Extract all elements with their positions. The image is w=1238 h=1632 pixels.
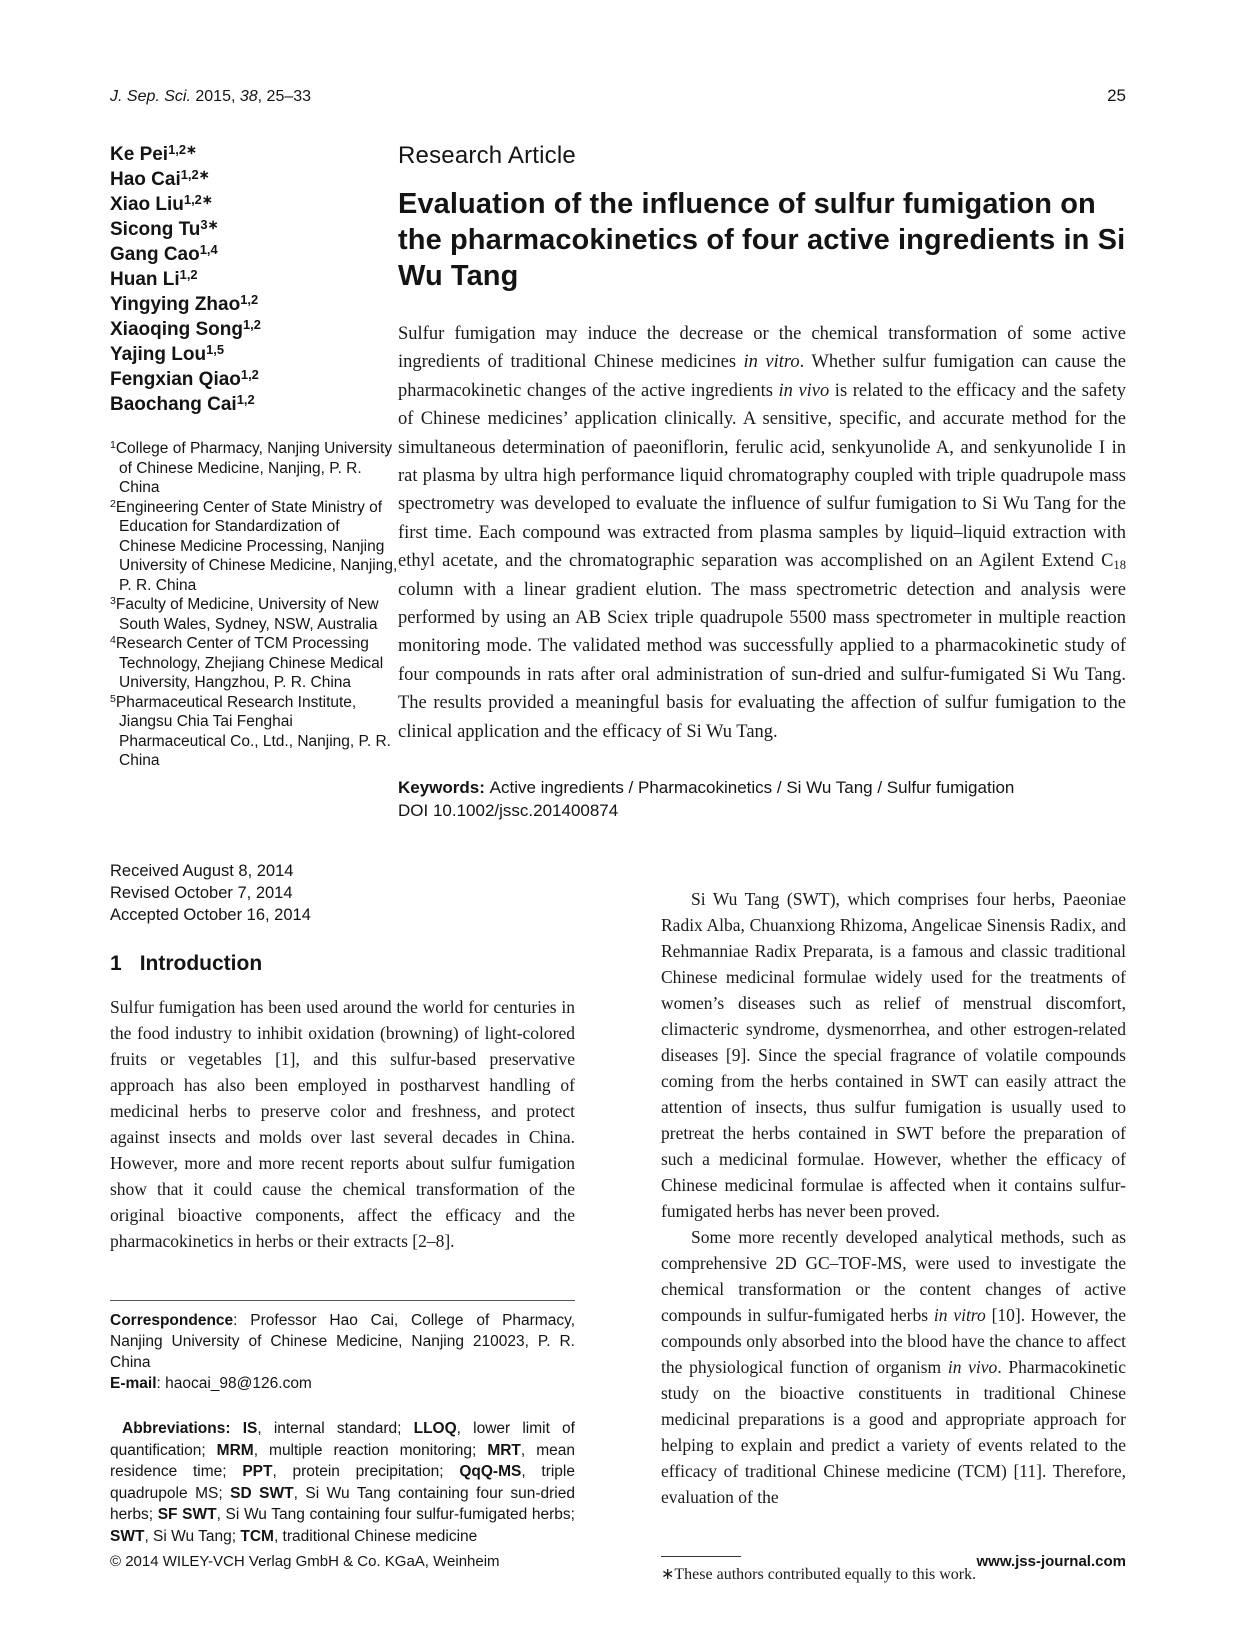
author-marker: 1,2 [240, 292, 259, 308]
correspondence-block [110, 1300, 575, 1394]
author-name: Yingying Zhao [110, 294, 241, 315]
affiliation-text: Faculty of Medicine, University of New South Wales, Sydney, NSW, Australia [115, 596, 379, 633]
journal-citation: J. Sep. Sci. 2015, 38, 25–33 [110, 88, 312, 105]
author [110, 367, 398, 392]
body-paragraph-1: Si Wu Tang (SWT), which comprises four herbs, Paeoniae Radix Alba, Chuanxiong Rhizoma, Angelicae Sinensis Radix, and Rehmanniae Radix Preparata, is a famous and classic traditional Chinese medicinal formulae widely used for the treatments of women’s diseases such as relief of menstrual discomfort, climacteric syndrome, dysmenorrhea, and other estrogen-related diseases [9]. Since the special fragrance of volatile compounds coming from the herbs contained in SWT can easily attract the attention of insects, thus sulfur fumigation is usually used to pretreat the herbs contained in SWT before the preparation of such a medicinal formulae. However, whether the efficacy of Chinese medicinal formulae is affected when it contains sulfur-fumigated herbs has never been proved. [661, 889, 1126, 1222]
author [110, 392, 398, 417]
affiliation [110, 498, 398, 596]
divider-rule [110, 1300, 575, 1301]
affiliation-text: Research Center of TCM Processing Technology, Zhejiang Chinese Medical University, Hangzhou, P. R. China [115, 635, 384, 691]
section-title: Introduction [139, 952, 263, 976]
author-name: Hao Cai [110, 169, 181, 190]
affiliation [110, 693, 398, 771]
abbreviations-paragraph: Abbreviations: IS, internal standard; LLOQ, lower limit of quantification; MRM, multiple reaction monitoring; MRT, mean residence time; PPT, protein precipitation; QqQ-MS, triple quadrupole MS; SD SWT, Si Wu Tang containing four sun-dried herbs; SF SWT, Si Wu Tang containing four sulfur-fumigated herbs; SWT, Si Wu Tang; TCM, traditional Chinese medicine [110, 1420, 575, 1545]
body-paragraph-2: Some more recently developed analytical methods, such as comprehensive 2D GC–TOF-MS, were used to investigate the chemical transformation or the content changes of active compounds in sulfur-fumigated herbs in vitro [10]. However, the compounds only absorbed into the blood have the chance to affect the physiological function of organism in vivo. Pharmacokinetic study on the bioactive constituents in traditional Chinese medicinal preparations is a good and appropriate approach for helping to explain and predict a variety of events related to the efficacy of traditional Chinese medicine (TCM) [11]. Therefore, evaluation of the [661, 1227, 1126, 1508]
author-marker: 1,2∗ [180, 167, 210, 183]
affiliation-list [110, 439, 398, 771]
author-name: Baochang Cai [110, 394, 237, 415]
affiliation-number: 2 [110, 497, 116, 510]
author-name: Ke Pei [110, 144, 169, 165]
copyright-line: © 2014 WILEY-VCH Verlag GmbH & Co. KGaA, Weinheim [110, 1553, 500, 1570]
page-footer [110, 1553, 1126, 1570]
affiliation-text: College of Pharmacy, Nanjing University of Chinese Medicine, Nanjing, P. R. China [115, 440, 393, 496]
title-block-section [110, 142, 1126, 822]
keywords-line: Keywords: Active ingredients / Pharmacokinetics / Si Wu Tang / Sulfur fumigation [398, 778, 1015, 798]
abstract-text: Sulfur fumigation may induce the decrease or the chemical transformation of some active ingredients of traditional Chinese medicines in vitro. Whether sulfur fumigation can cause the pharmacokinetic changes of the active ingredients in vivo is related to the efficacy and the safety of Chinese medicines’ application clinically. A sensitive, specific, and accurate method for the simultaneous determination of paeoniflorin, ferulic acid, senkyunolide A, and senkyunolide I in rat plasma by ultra high performance liquid chromatography coupled with triple quadrupole mass spectrometry was developed to evaluate the influence of sulfur fumigation to Si Wu Tang for the first time. Each compound was extracted from plasma samples by liquid–liquid extraction with ethyl acetate, and the chromatographic separation was accomplished on an Agilent Extend $C_{18}$ column with a linear gradient elution. The mass spectrometric detection and analysis were performed by using an AB Sciex triple quadrupole 5500 mass spectrometer in multiple reaction monitoring mode. The validated method was successfully applied to a pharmacokinetic study of four compounds in rats after oral administration of sun-dried and sulfur-fumigated Si Wu Tang. The results provided a meaningful basis for evaluating the affection of sulfur fumigation to the clinical application and the efficacy of Si Wu Tang. [398, 324, 1127, 742]
author [110, 142, 398, 167]
body-right-column [661, 860, 1126, 1584]
author [110, 242, 398, 267]
author-affiliation-column [110, 142, 398, 822]
affiliation [110, 634, 398, 693]
affiliation-text: Engineering Center of State Ministry of Education for Standardization of Chinese Medicine Processing, Nanjing University of Chinese Medicine, Nanjing, P. R. China [115, 498, 398, 594]
author [110, 217, 398, 242]
section-heading-introduction [110, 952, 575, 976]
footnote-text: ∗These authors contributed equally to this work. [661, 1566, 977, 1584]
received-date: Received August 8, 2014 [110, 862, 294, 881]
email-line[interactable]: E-mail: haocai_98@126.com [110, 1375, 312, 1393]
author-marker: 1,2 [236, 392, 255, 408]
author [110, 192, 398, 217]
author [110, 267, 398, 292]
author-marker: 1,2∗ [168, 142, 197, 158]
title-abstract-column [398, 142, 1126, 822]
author-marker: 3∗ [200, 217, 219, 233]
page-number: 25 [1107, 86, 1126, 105]
affiliation-number: 4 [110, 634, 116, 647]
affiliation-number: 1 [110, 439, 116, 452]
doi-line: DOI 10.1002/jssc.201400874 [398, 801, 619, 821]
author-name: Fengxian Qiao [110, 369, 241, 390]
author-name: Huan Li [110, 269, 180, 290]
affiliation-number: 3 [110, 595, 116, 608]
author-name: Xiaoqing Song [110, 319, 243, 340]
author-name: Xiao Liu [110, 194, 184, 215]
author-marker: 1,5 [206, 342, 225, 358]
author-marker: 1,2 [243, 317, 261, 333]
author-marker: 1,4 [199, 242, 218, 258]
revised-date: Revised October 7, 2014 [110, 884, 293, 903]
section-number: 1 [110, 952, 122, 976]
affiliation [110, 595, 398, 634]
article-title: Evaluation of the influence of sulfur fumigation on the pharmacokinetics of four active ingredients in Si Wu Tang [398, 188, 1126, 292]
correspondence-line: Correspondence: Professor Hao Cai, College of Pharmacy, Nanjing University of Chinese Medicine, Nanjing 210023, P. R. China [110, 1312, 575, 1372]
article-type: Research Article [398, 142, 576, 169]
author [110, 342, 398, 367]
author-list [110, 142, 398, 417]
accepted-date: Accepted October 16, 2014 [110, 906, 311, 925]
body-left-column [110, 860, 575, 1584]
history-dates [110, 860, 575, 926]
author [110, 317, 398, 342]
author [110, 292, 398, 317]
author [110, 167, 398, 192]
author-name: Sicong Tu [110, 219, 201, 240]
author-marker: 1,2∗ [183, 192, 213, 208]
author-marker: 1,2 [179, 267, 198, 283]
page-header [110, 86, 1126, 106]
author-marker: 1,2 [240, 367, 259, 383]
affiliation-number: 5 [110, 692, 116, 705]
author-name: Yajing Lou [110, 344, 207, 365]
affiliation [110, 439, 398, 498]
body-section [110, 860, 1126, 1584]
affiliation-text: Pharmaceutical Research Institute, Jiangsu Chia Tai Fenghai Pharmaceutical Co., Ltd., Nanjing, P. R. China [115, 693, 391, 769]
journal-website[interactable]: www.jss-journal.com [976, 1553, 1126, 1570]
author-name: Gang Cao [110, 244, 200, 265]
introduction-paragraph: Sulfur fumigation has been used around the world for centuries in the food industry to inhibit oxidation (browning) of light-colored fruits or vegetables [1], and this sulfur-based preservative approach has also been employed in postharvest handling of medicinal herbs to preserve color and freshness, and protect against insects and molds over last several decades in China. However, more and more recent reports about sulfur fumigation show that it could cause the chemical transformation of the original bioactive components, affect the efficacy and the pharmacokinetics in herbs or their extracts [2–8]. [110, 997, 575, 1252]
